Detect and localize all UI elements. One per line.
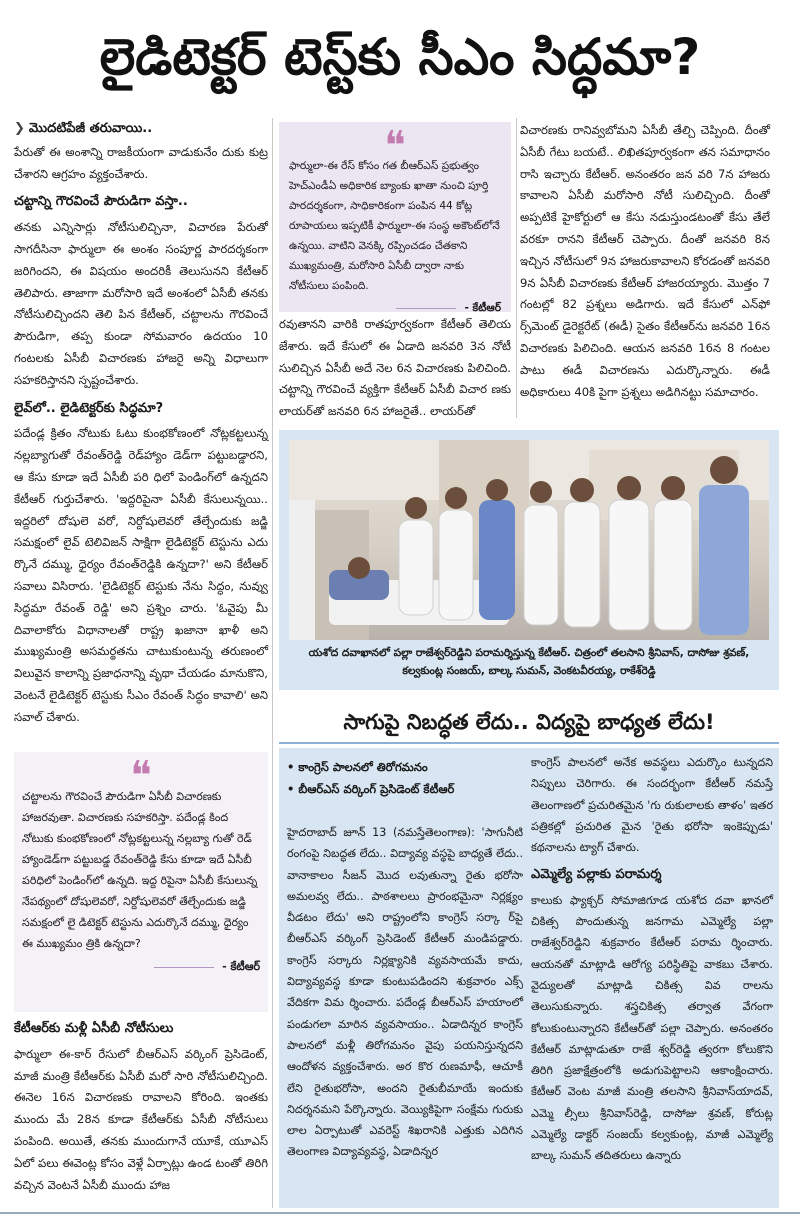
photo-box: [279, 430, 779, 690]
continued-kicker: ❯ మొదటిపేజీ తరువాయి..: [14, 121, 153, 136]
paragraph: ఫార్ములా ఈ-కార్ రేసులో బీఆర్‌ఎస్ వర్కింగ్ ప్రెసిడెంట్, మాజీ మంత్రి కేటీఆర్‌కు ఏసీబీ మరో సారి నోటీసులిచ్చింది. ఈనెల 16న విచారణకు రావాలని కోరింది. ఇంతకు ముందు మే 28న కూడా కేటీఆర్‌కు ఏసీబీ నోటీసులు పంపింది. అయితే, తనకు ముందుగానే యూకే, యూఎస్ ఏలో పలు ఈవెంట్ల కోసం వెళ్లే ఏర్పాట్లు ఉండ టంతో తిరిగి వచ్చిన వెంటనే ఏసీబీ ముందు హాజ: [14, 1046, 268, 1192]
news-photo: [289, 440, 769, 640]
subheading: చట్టాన్ని గౌరవించే పౌరుడిగా వస్తా..: [14, 194, 188, 210]
subheading: లైవ్‌లో.. లైడిటెక్టర్‌కు సిద్ధమా?: [14, 400, 164, 416]
paragraph: హైదరాబాద్ జూన్ 13 (నమస్తేతెలంగాణ): 'సాగునీటి రంగంపై నిబద్ధత లేదు.. విద్యావ్య వస్థపై బాధ్యతే లేదు.. వానాకాలం సీజన్ మొద లవుతున్నా రైతు భరోసా అమలవ్వ లేదు.. పాఠశాలలు ప్రారంభమైనా నిర్లక్ష్యం వీడటం లేదు' అని రాష్ట్రంలోని కాంగ్రెస్ సర్కా ర్‌పై బీఆర్‌ఎస్ వర్కింగ్ ప్రెసిడెంట్ కేటీఆర్ మండిపడ్డారు. కాంగ్రెస్ సర్కారు నిర్లక్ష్యానికి వ్యవసాయమే కాదు, విద్యావ్యవస్థ కూడా కుంటుపడిందని శుక్రవారం ఎక్స్ వేదికగా విమ ర్శించారు. పదేండ్ల బీఆర్‌ఎస్ హయాంలో పండుగలా మారిన వ్యవసాయం.. ఏడాదిన్నర కాంగ్రెస్ పాలనలో మళ్లీ తిరోగమనం వైపు పయనిస్తున్నదని ఆందోళన వ్యక్తంచేశారు. అర కొర రుణమాఫీ, ఆచూకీ లేని రైతుభరోసా, అందని రైతుబీమాయే ఇందుకు నిదర్శనమని పేర్కొన్నారు. వెయ్యికిపైగా సంక్షేమ గురుకు లాల ఏర్పాటుతో ఎవరెస్ట్ శిఖరానికి ఎత్తుకు ఎదిగిన తెలంగాణ విద్యావ్యవస్థ, ఏడాదిన్నర: [287, 826, 523, 1159]
pull-quote-signature: - కేటీఆర్: [289, 298, 501, 318]
highlight-bullets: [287, 756, 523, 800]
bullet-item: • బీఆర్‌ఎస్ వర్కింగ్ ప్రెసిడెంట్ కేటీఆర్: [287, 778, 523, 800]
pull-quote-text: చట్టాలను గౌరవించే పౌరుడిగా ఏసీబీ విచారణకు హాజరవుతా. విచారణకు సహకరిస్తా. పదేండ్ల కింద నోటుకు కుంభకోణంలో నోట్లకట్టలున్న నల్లబ్యా గుతో రెడ్ హ్యాండెడ్‌గా పట్టుబడ్డ రేవంత్‌రెడ్డి కేసు కూడా ఇదే ఏసీబీ పరిధిలో పెండింగ్‌లో ఉన్నది. ఇద్ద రిపైనా ఏసీబీ కేసులున్న నేపథ్యంలో దోషులెవరో, నిర్దోషులెవరో తేల్చేందుకు జడ్జి సమక్షంలో లై డిటెక్టర్ టెస్టును ఎదుర్కొనే దమ్ము, ధైర్యం ఈ ముఖ్యమం త్రికి ఉన్నదా?: [22, 790, 258, 950]
column-4: [287, 822, 523, 1165]
column-1-bottom: [14, 1012, 268, 1198]
section-headline: సాగుపై నిబద్ధత లేదు.. విద్యపై బాధ్యత లేదు!: [279, 700, 779, 744]
paragraph: రవుతానని వారికి రాతపూర్వకంగా కేటీఆర్ తెలియ జేశారు. ఇదే కేసులో ఈ ఏడాది జనవరి 3న నోటీ సులిచ్చిన ఏసీబీ అదే నెల 6న విచారణకు పిలిచింది. చట్టాన్ని గౌరవించే వ్యక్తిగా కేటీఆర్ ఏసీబీ విచార ణకు లాయర్‌తో జనవరి 6న హాజరైతే.. లాయర్‌తో: [279, 317, 511, 419]
pull-quote-box: [14, 752, 268, 1012]
paragraph: తనకు ఎన్నిసార్లు నోటీసులిచ్చినా, విచారణ పేరుతో సాగదీసినా ఫార్ములా ఈ అంశం సంపూర్ణ పారదర్శకంగా జరిగిందని, ఈ విషయం అందరికీ తెలుసునని కేటీఆర్ తెలిపారు. తాజాగా మరోసారి ఇదే అంశంలో ఏసీబీ తనకు నోటీసులిచ్చిందని తెలి పిన కేటీఆర్, చట్టాలను గౌరవించే పౌరుడిగా, తప్ప కుండా సోమవారం ఉదయం 10 గంటలకు ఏసీబీ విచారణకు హాజరై అన్ని విధాలుగా సహకరిస్తానని స్పష్టంచేశారు.: [14, 220, 268, 387]
column-2: [279, 314, 511, 425]
paragraph: విచారణకు రానివ్వబోమని ఏసీబీ తేల్చి చెప్పింది. దీంతో ఏసీబీ గేటు బయటే.. లిఖితపూర్వకంగా తన సమాధానం రాసి ఇచ్చారు కేటీఆర్. అనంతరం జన వరి 7న హాజరు కావాలని ఏసీబీ మరోసారి నోటీ సులిచ్చింది. దీంతో అప్పటికే హైకోర్టులో ఆ కేసు నడుస్తుండటంతో కేసు తేలే వరకూ రానని కేటీఆర్ చెప్పారు. దీంతో జనవరి 8న ఇచ్చిన నోటీసులో 9న హాజరుకావాలని కోరడంతో జనవరి 9న ఏసీబీ విచారణకు కేటీఆర్ హాజరయ్యారు. మొత్తం 7 గంటల్లో 82 ప్రశ్నలు అడిగారు. ఇదే కేసులో ఎన్‌ఫో ర్స్‌మెంట్ డైరెక్టరేట్ (ఈడీ) సైతం కేటీఆర్‌ను జనవరి 16న విచారణకు పిలిచింది. ఆయన జనవరి 16న 8 గంటల పాటు ఈడీ విచారణను ఎదుర్కొన్నారు. ఈడీ అధికారులు 40కి పైగా ప్రశ్నలు అడిగినట్టు సమాచారం.: [520, 123, 770, 399]
paragraph: కాలుకు ఫ్యాక్చర్ సోమాజిగూడ యశోద దవా ఖానలో చికిత్స పొందుతున్న జనగామ ఎమ్మెల్యే పల్లా రాజేశ్వర్‌రెడ్డిని శుక్రవారం కేటీఆర్ పరామ ర్శించారు. ఆయనతో మాట్లాడి ఆరోగ్య పరిస్థితిపై వాకబు చేశారు. వైద్యులతో మాట్లాడి చికిత్స వివ రాలను తెలుసుకున్నారు. శస్త్రచికిత్స తర్వాత వేగంగా కోలుకుంటున్నారని కేటీఆర్‌తో పల్లా చెప్పారు. అనంతరం కేటీఆర్ మాట్లాడుతూ రాజే శ్వర్‌రెడ్డి త్వరగా కోలుకొని తిరిగి ప్రజాక్షేత్రంలోకి అడుగుపెట్టాలని ఆకాంక్షించారు. కేటీఆర్ వెంట మాజీ మంత్రి తలసాని శ్రీనివాస్‌యాదవ్, ఎమ్మె ల్సీలు శ్రీనివాస్‌రెడ్డి, దాసోజు శ్రవణ్, కోరుట్ల ఎమ్మెల్యే డాక్టర్ సంజయ్ కల్వకుంట్ల, మాజీ ఎమ్మెల్యే బాల్క సుమన్ తదితరులు ఉన్నారు: [531, 893, 773, 1163]
pull-quote-box: [279, 122, 511, 312]
quote-mark-icon: ❝: [384, 123, 406, 169]
subheading: ఎమ్మెల్యే పల్లాకు పరామర్శ: [531, 867, 662, 883]
column-3: [520, 120, 770, 405]
subheading: కేటీఆర్‌కు మళ్లీ ఏసీబీ నోటీసులు: [14, 1021, 174, 1036]
chevron-right-icon: ❯: [14, 121, 25, 136]
bottom-rule: [0, 1212, 800, 1214]
bullet-item: • కాంగ్రెస్ పాలనలో తిరోగమనం: [287, 756, 523, 778]
column-1: [14, 118, 268, 731]
column-5: [531, 752, 773, 1169]
headline: లైడిటెక్టర్ టెస్ట్‌కు సీఎం సిద్ధమా?: [99, 28, 701, 86]
pull-quote-text: ఫార్ములా-ఈ రేస్ కోసం గత బీఆర్‌ఎస్ ప్రభుత్వం హెచ్ఎండీఏ అధికారిక బ్యాంకు ఖాతా నుంచి పూర్తి పారదర్శకంగా, సాధికారికంగా పంపిన 44 కోట్ల రూపాయలు ఇప్పటికీ ఫార్ములా-ఈ సంస్థ అకౌంట్‌లోనే ఉన్నయి. వాటిని వెనక్కి రప్పించడం చేతకాని ముఖ్యమంత్రి, మరోసారి ఏసీబీ ద్వారా నాకు నోటీసులు పంపింది.: [289, 160, 500, 292]
paragraph: పేరుతో ఈ అంశాన్ని రాజకీయంగా వాడుకునేం దుకు కుట్ర చేశారని ఆగ్రహం వ్యక్తంచేశారు.: [14, 144, 268, 181]
pull-quote-signature: - కేటీఆర్: [22, 956, 260, 977]
photo-caption: యశోద దవాఖానలో పల్లా రాజేశ్వర్‌రెడ్డిని పరామర్శిస్తున్న కేటీఆర్. చిత్రంలో తలసాని శ్రీనివాస్, దాసోజు శ్రవణ్, కల్వకుంట్ల సంజయ్, బాల్క సుమన్, వెంకటవీరయ్య, రాకేశ్‌రెడ్డి: [308, 647, 750, 677]
hospital-visit-illustration: [289, 440, 769, 640]
paragraph: పదేండ్ల క్రితం నోటుకు ఓటు కుంభకోణంలో నోట్లకట్టలున్న నల్లబ్యాగుతో రేవంత్‌రెడ్డి రెడ్‌హ్యాం డెడ్‌గా పట్టుబడ్డారని, ఆ కేసు కూడా ఇదే ఏసీబీ పరి ధిలో పెండింగ్‌లో ఉన్నదని కేటీఆర్ గుర్తుచేశారు. 'ఇద్దరిపైనా ఏసీబీ కేసులున్నయి.. ఇద్దరిలో దోషులె వరో, నిర్దోషులెవరో తేల్చేందుకు జడ్జి సమక్షంలో లైవ్ టెలివిజన్ సాక్షిగా లైడిటెక్టర్ టెస్టును ఎదు ర్కొనే దమ్ము, ధైర్యం రేవంత్‌రెడ్డికి ఉన్నదా?' అని కేటీఆర్ సవాలు విసిరారు. 'లైడిటెక్టర్ టెస్టుకు నేను సిద్ధం, నువ్వు సిద్ధమా రేవంత్ రెడ్డి' అని ప్రశ్నిం చారు. 'ఓవైపు మీ దివాలాకోరు విధానాలతో రాష్ట్ర ఖజానా ఖాళీ అని ముఖ్యమంత్రి అసమర్థతను చాటుకుంటున్న తరుణంలో విలువైన కాలాన్ని ప్రజాధనాన్ని వృథా చేయడం మానుకొని, వెంటనే లైడిటెక్టర్ టెస్టుకు సీఎం రేవంత్ సిద్ధం కావాలి' అని సవాల్ చేశారు.: [14, 426, 268, 724]
paragraph: కాంగ్రెస్ పాలనలో అనేక అవస్థలు ఎదుర్కొం టున్నదని నిప్పులు చెరిగారు. ఈ సందర్భంగా కేటీఆర్ నమస్తే తెలంగాణలో ప్రచురితమైన 'గు రుకులాలకు తాళం' ఇతర పత్రికల్లో ప్రచురిత మైన 'రైతు భరోసా ఇంకెప్పుడు' కథనాలను ట్యాగ్ చేశారు.: [531, 756, 773, 855]
quote-mark-icon: ❝: [130, 753, 152, 799]
